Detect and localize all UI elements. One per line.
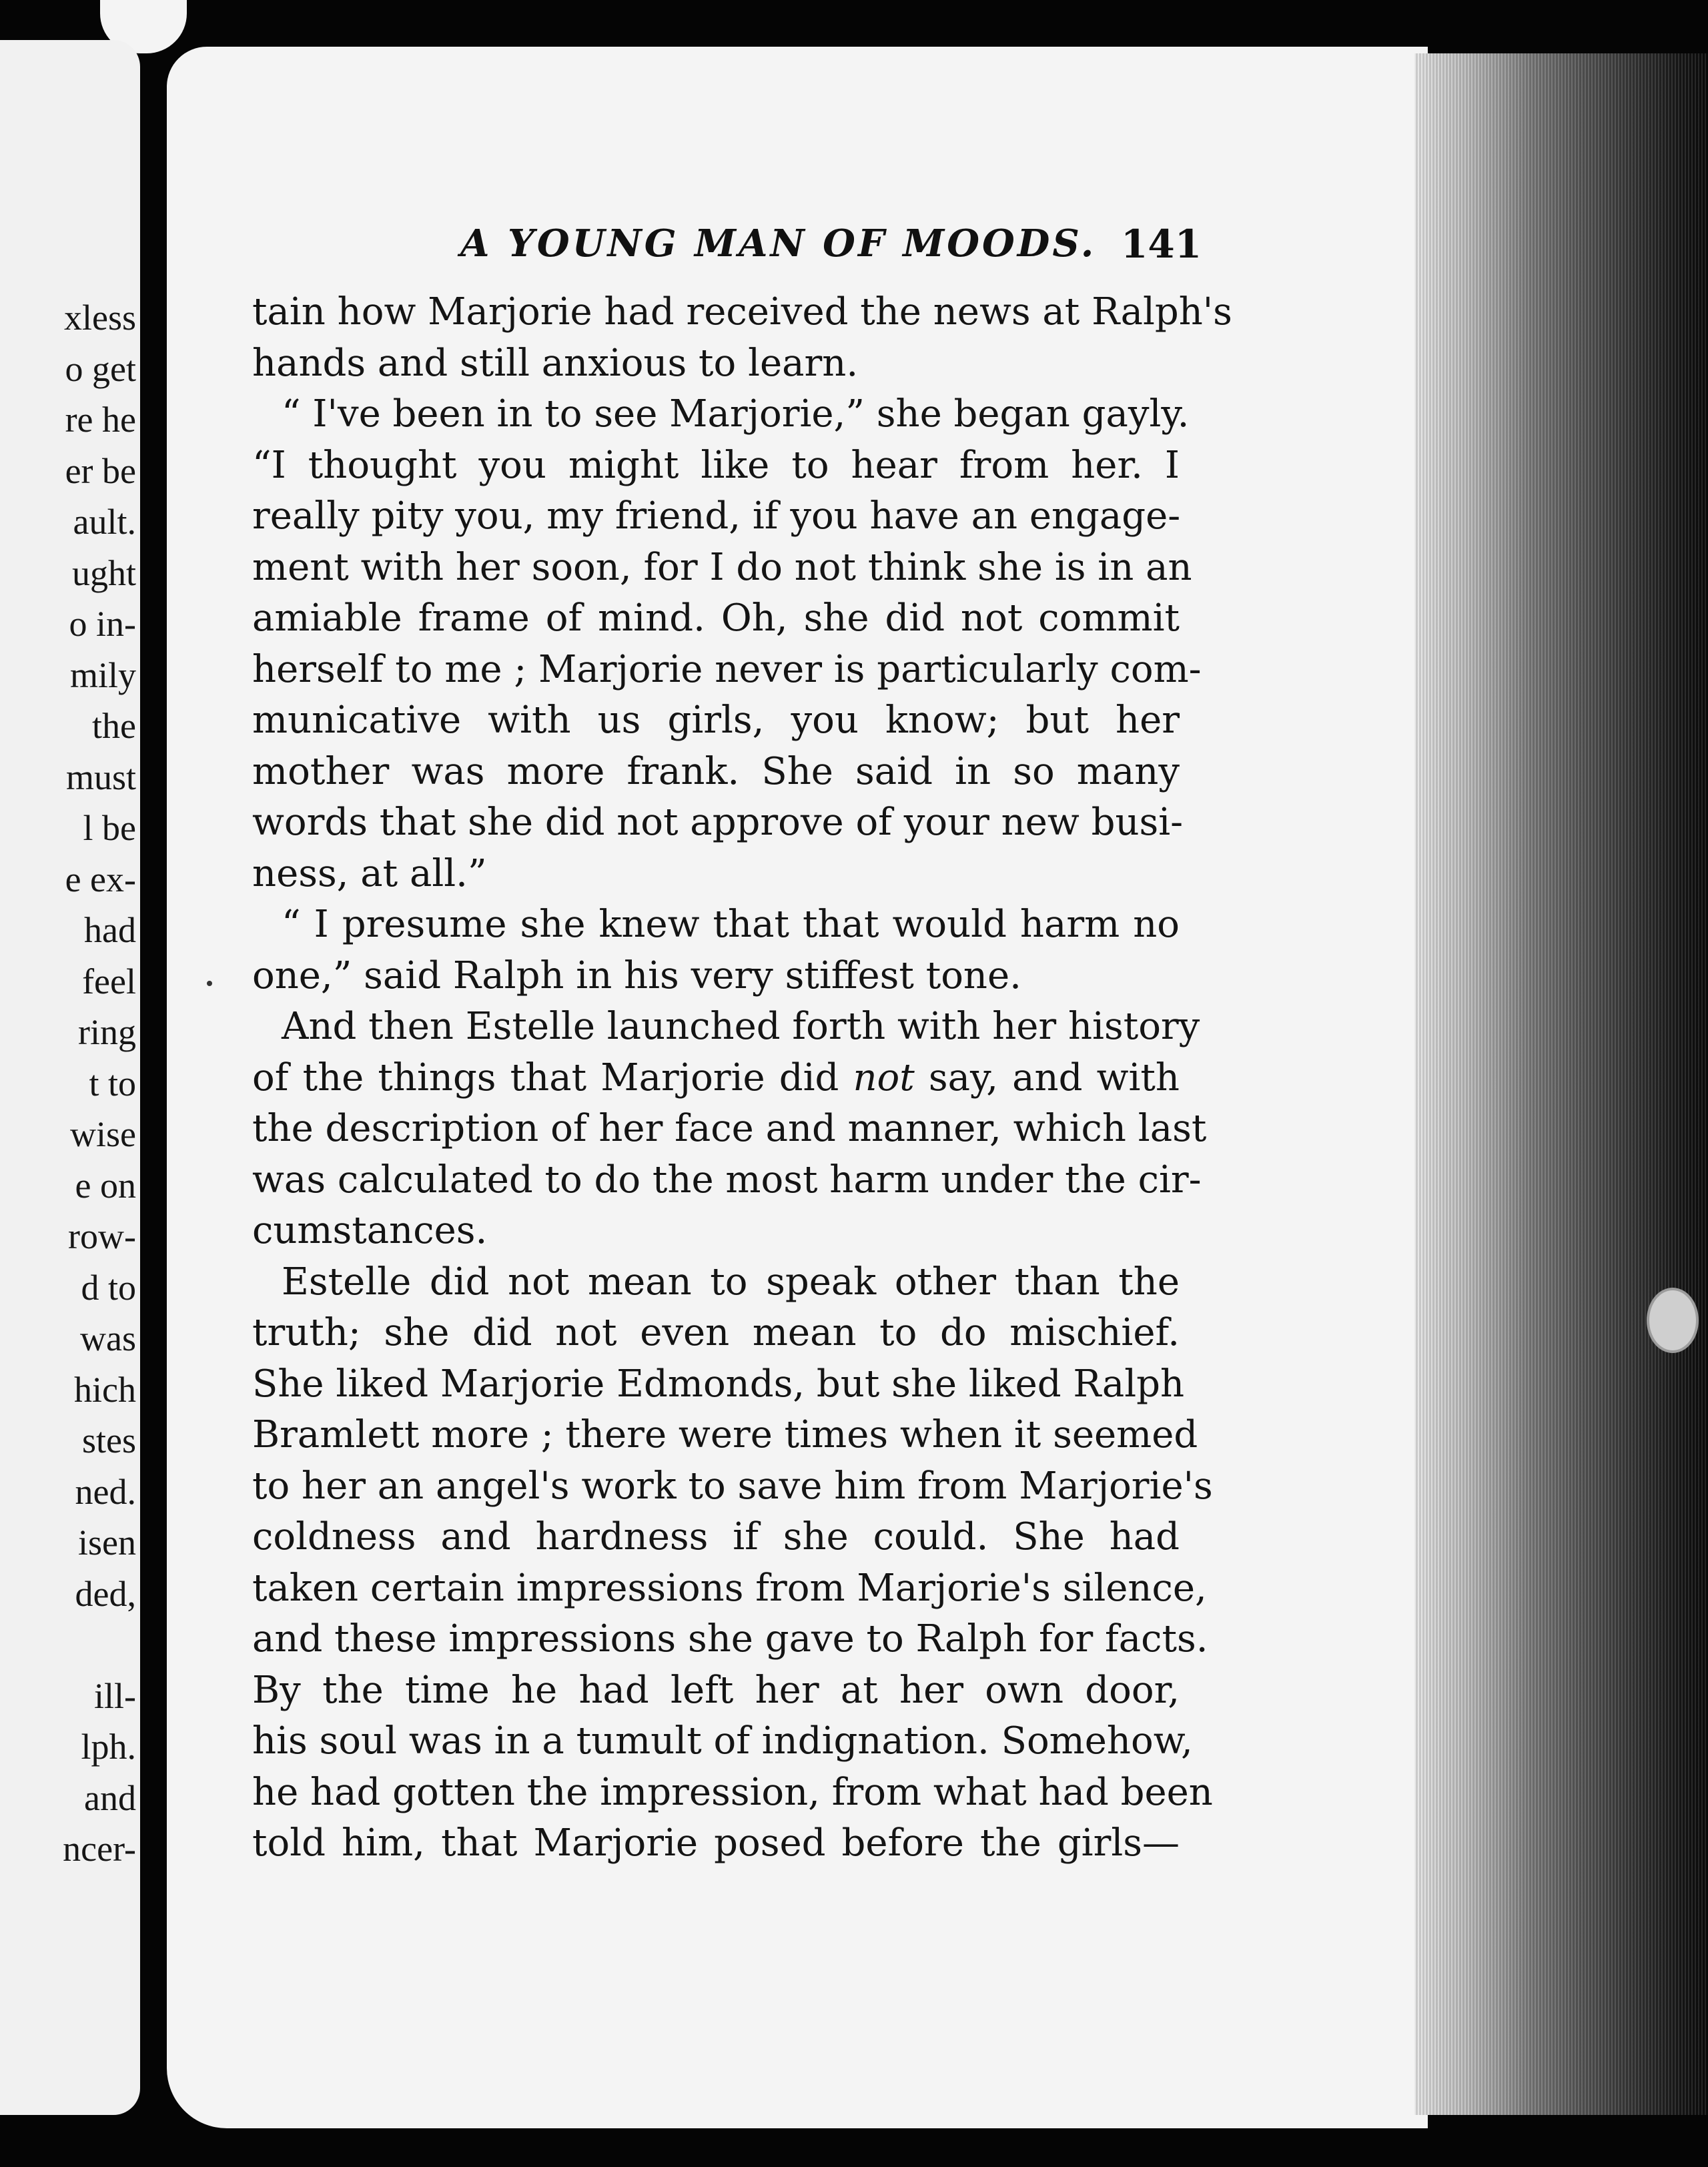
left-page-fragment: and	[84, 1777, 136, 1818]
text-line: She liked Marjorie Edmonds, but she liked Ralph	[252, 1362, 1185, 1406]
text-line: “ I presume she knew that that would harm no	[282, 903, 1180, 946]
left-page-fragment: d to	[81, 1267, 136, 1308]
left-page-fragment: isen	[78, 1523, 136, 1563]
emphasis: not	[853, 1055, 915, 1100]
text-line: of the things that Marjorie did not say, and with	[252, 1055, 1180, 1100]
text-line: the description of her face and manner, which last	[252, 1107, 1207, 1150]
page-number: 141	[1121, 222, 1202, 267]
text-line: “ I've been in to see Marjorie,” she began gayly.	[282, 392, 1190, 436]
binding-hole	[1647, 1288, 1699, 1353]
left-page-fragment: ring	[78, 1012, 136, 1052]
text-line: told him, that Marjorie posed before the girls—	[252, 1821, 1180, 1865]
text-line: amiable frame of mind. Oh, she did not commit	[252, 596, 1180, 640]
left-page-fragment: lph.	[81, 1727, 136, 1767]
text-line: coldness and hardness if she could. She had	[252, 1515, 1180, 1559]
left-page-fragment: wise	[70, 1114, 136, 1154]
body-text	[252, 287, 1232, 1869]
margin-mark	[207, 981, 212, 986]
left-page-fragment: mily	[69, 655, 136, 695]
text-line: really pity you, my friend, if you have an engage-	[252, 494, 1181, 538]
text-line: mother was more frank. She said in so many	[252, 749, 1180, 793]
text-line: truth; she did not even mean to do mischief.	[252, 1311, 1180, 1354]
left-page-fragment: feel	[82, 961, 136, 1001]
left-page-fragment: ault.	[73, 502, 136, 542]
text-line: taken certain impressions from Marjorie's silence,	[252, 1566, 1207, 1610]
text-line: his soul was in a tumult of indignation. Somehow,	[252, 1719, 1193, 1763]
text-line: words that she did not approve of your new busi-	[252, 801, 1184, 844]
running-head: A YOUNG MAN OF MOODS.	[460, 222, 1097, 266]
text-line: tain how Marjorie had received the news at Ralph's	[252, 290, 1232, 334]
text-line: was calculated to do the most harm under the cir-	[252, 1158, 1202, 1202]
left-page-fragment: had	[84, 910, 136, 950]
left-page-fragment: o get	[65, 348, 136, 389]
left-page-fragment: row-	[68, 1216, 136, 1256]
left-page-fragment: e on	[75, 1165, 136, 1206]
text-line: Estelle did not mean to speak other than the	[282, 1260, 1180, 1304]
left-page-fragment: ught	[71, 552, 136, 593]
left-page-fragment: e ex-	[65, 859, 136, 899]
left-page-fragment: ded,	[75, 1573, 136, 1614]
left-page-fragment: er be	[65, 450, 136, 491]
left-page-fragment: ill-	[94, 1675, 136, 1716]
text-line: herself to me ; Marjorie never is particularly com-	[252, 647, 1202, 691]
text-line: By the time he had left her at her own door,	[252, 1668, 1180, 1712]
left-page-fragment: the	[92, 706, 136, 746]
left-page-fragment: re he	[65, 400, 136, 440]
text-line: ment with her soon, for I do not think she is in an	[252, 545, 1192, 589]
text-line: to her an angel's work to save him from Marjorie's	[252, 1464, 1213, 1508]
page-edges	[1414, 53, 1708, 2115]
text-line: one,” said Ralph in his very stiffest tone.	[252, 953, 1021, 997]
text-line: Bramlett more ; there were times when it seemed	[252, 1413, 1198, 1456]
left-facing-page	[0, 40, 140, 2115]
text-line: municative with us girls, you know; but her	[252, 699, 1180, 742]
left-page-fragment: xless	[64, 298, 136, 338]
text-line: hands and still anxious to learn.	[252, 341, 859, 385]
left-page-fragment: t to	[89, 1063, 136, 1104]
left-page-fragment: o in-	[69, 604, 136, 644]
text-line: he had gotten the impression, from what had been	[252, 1770, 1213, 1814]
text-line: ness, at all.”	[252, 851, 487, 895]
text-line: and these impressions she gave to Ralph for facts.	[252, 1617, 1208, 1661]
left-page-fragment: hich	[74, 1369, 136, 1410]
left-page-fragment: must	[65, 757, 136, 797]
left-page-fragment: ncer-	[63, 1829, 136, 1869]
left-page-fragment: stes	[82, 1420, 136, 1460]
left-page-fragment: ned.	[75, 1471, 136, 1512]
text-line: cumstances.	[252, 1209, 488, 1252]
left-page-fragment: was	[80, 1318, 136, 1358]
text-line: “I thought you might like to hear from her. I	[252, 443, 1180, 487]
text-line: And then Estelle launched forth with her history	[282, 1005, 1200, 1048]
left-page-fragment: l be	[83, 808, 136, 848]
